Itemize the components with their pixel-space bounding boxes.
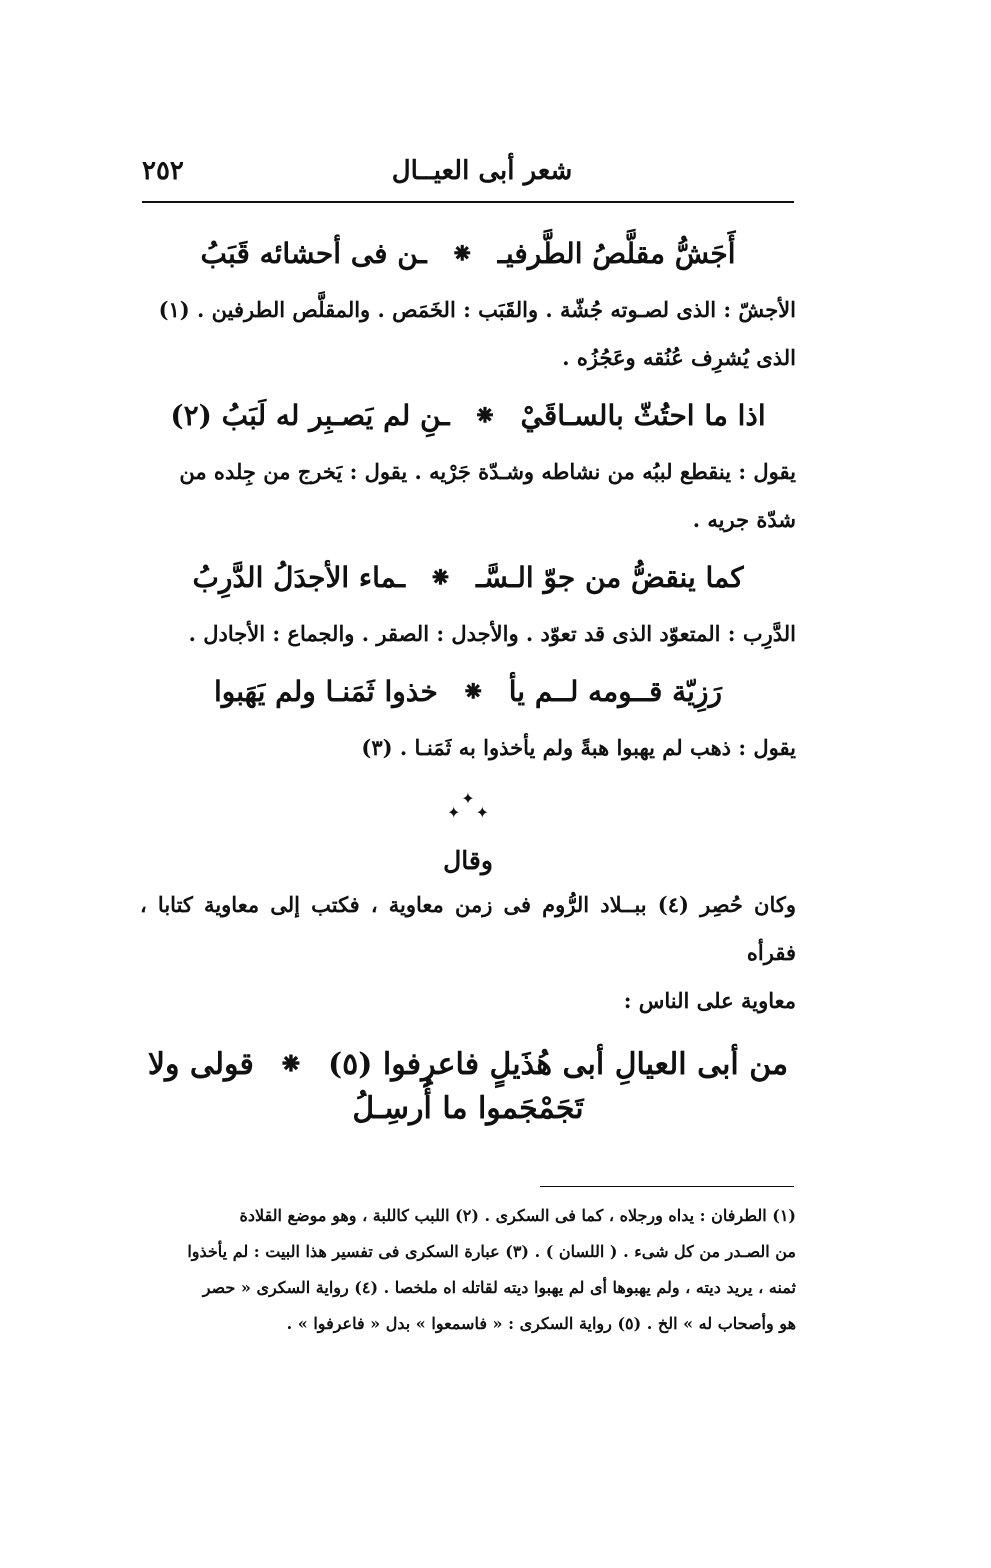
verse-2-second-hemistich: ـنِ لم يَصـبِر له لَبَبُ (٢) [170, 399, 450, 432]
ornament-bottom-icon: ✦ ✦ [446, 803, 490, 822]
gloss-3 [140, 610, 796, 658]
verse-3 [140, 556, 796, 600]
verse-2 [140, 394, 796, 438]
verse-4 [140, 670, 796, 714]
intro-line-2: معاوية على الناس : [623, 988, 796, 1013]
section-ornament [140, 789, 796, 822]
ornament-top-icon: ✦ [461, 789, 475, 808]
verse-2-first-hemistich: اذا ما احتُثّ بالسـاقَيْ [520, 399, 766, 432]
verse-3-first-hemistich: كما ينقضُّ من جوّ الـسَّـ [476, 561, 744, 594]
running-head: شعر أبى العيــال [391, 156, 573, 186]
page-header [142, 150, 794, 200]
gloss-3-line-1: الدَّرِب : المتعوّد الذى قد تعوّد . والأجدل : الصقر . والجماع : الأجادل . [188, 621, 796, 646]
verse-5 [140, 1043, 796, 1131]
footnote-rule [540, 1186, 794, 1187]
verse-3-second-hemistich: ـماء الأجدَلُ الدَّرِبُ [192, 561, 406, 594]
verse-1-first-hemistich: أَجَشُّ مقلَّصُ الطَّرفيـ [497, 237, 736, 270]
footnote-line: من الصـدر من كل شىء . ( اللسان ) . (٣) عبارة السكرى فى تفسير هذا البيت : لم يأخذوا [187, 1242, 796, 1261]
star-separator: ⁕ [473, 399, 497, 432]
gloss-2 [140, 448, 796, 544]
verse-4-first-hemistich: رَزِيّة قــومه لــم يأ [508, 675, 723, 708]
verse-1-second-hemistich: ـن فى أحشائه قَبَبُ [200, 237, 427, 270]
star-separator: ⁕ [428, 561, 453, 594]
main-text [140, 220, 796, 1141]
verse-4-second-hemistich: خذوا ثَمَنـا ولم يَهَبوا [213, 675, 438, 708]
gloss-1 [140, 286, 796, 382]
gloss-2-line-1: يقول : ينقطع لببُه من نشاطه وشـدّة جَرْيه . يقول : يَخرج من جِلده من [179, 459, 796, 484]
intro-line-1: وكان حُصِر (٤) ببــلاد الرُّوم فى زمن معاوية ، فكتب إلى معاوية كتابا ، فقرأه [140, 892, 797, 965]
star-separator: ⁕ [278, 1047, 304, 1082]
verse-1 [140, 232, 796, 276]
footnote-line: ثمنه ، يريد ديته ، ولم يهبوها أى لم يهبوا ديته لقاتله اه ملخصا . (٤) رواية السكرى « حصر [202, 1278, 796, 1297]
section-title: وقال [443, 846, 493, 875]
footnotes [140, 1198, 796, 1342]
star-separator: ⁕ [450, 237, 474, 270]
footnote-line: (١) الطرفان : يداه ورجلاه ، كما فى السكرى . (٢) اللبب كاللبة ، وهو موضع القلادة [239, 1206, 796, 1225]
verse-5-first-hemistich: من أبى العيالِ أبى هُذَيلٍ فاعرِفوا (٥) [327, 1047, 789, 1082]
intro-prose [140, 881, 796, 1025]
gloss-4 [140, 724, 796, 772]
star-separator: ⁕ [461, 675, 485, 708]
header-rule [142, 201, 794, 203]
footnote-line: هو وأصحاب له » الخ . (٥) رواية السكرى : « فاسمعوا » بدل « فاعرفوا » . [286, 1314, 796, 1333]
gloss-4-line-1: يقول : ذهب لم يهبوا هبةً ولم يأخذوا به ثَمَنـا . (٣) [361, 735, 796, 760]
gloss-1-line-1: الأجشّ : الذى لصـوته جُشّة . والقَبَب : الخَمَص . والمقلَّص الطرفين . (١) [158, 297, 796, 322]
page-number: ٢٥٢ [142, 156, 184, 186]
gloss-2-line-2: شدّة جريه . [692, 507, 796, 532]
gloss-1-line-2: الذى يُشرِف عُنُقه وعَجُزُه . [562, 345, 796, 370]
verse-5-second-hemistich: قولى ولا تَجَمْجَموا ما أُرسِـلُ [147, 1047, 584, 1126]
